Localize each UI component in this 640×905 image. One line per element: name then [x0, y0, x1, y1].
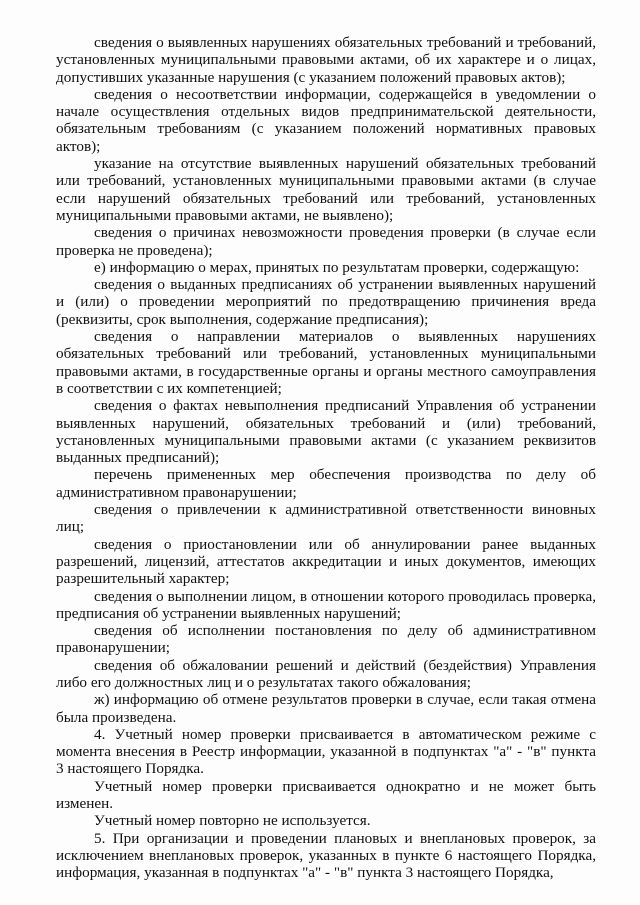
- paragraph-item-e: е) информацию о мерах, принятых по результатам проверки, содержащую:: [94, 258, 580, 276]
- paragraph-appeals: сведения об обжаловании решений и действий (бездействия) Управления либо его должностных лиц и о результатах такого обжалования;: [56, 656, 596, 691]
- paragraph-inspection-impossible: сведения о причинах невозможности проведения проверки (в случае если проверка не проведена);: [56, 224, 596, 259]
- paragraph-item-zh: ж) информацию об отмене результатов проверки в случае, если такая отмена была произведена.: [56, 691, 596, 726]
- paragraph-materials-sent: сведения о направлении материалов о выявленных нарушениях обязательных требований или требований, установленных муниципальными правовыми актами, в государственные органы и органы местного самоуправления в соответствии с их компетенцией;: [56, 328, 596, 397]
- paragraph-administrative-liability: сведения о привлечении к административной ответственности виновных лиц;: [56, 501, 596, 536]
- paragraph-orders-fulfilled: сведения о выполнении лицом, в отношении которого проводилась проверка, предписания об устранении выявленных нарушений;: [56, 587, 596, 622]
- paragraph-issued-orders: сведения о выданных предписаниях об устранении выявленных нарушений и (или) о проведении мероприятий по предотвращению причинения вреда (реквизиты, срок выполнения, содержание предписания);: [56, 276, 596, 328]
- paragraph-permits-suspension: сведения о приостановлении или об аннулировании ранее выданных разрешений, лицензий, аттестатов аккредитации и иных документов, имеющих разрешительный характер;: [56, 535, 596, 588]
- paragraph-number-not-reused: Учетный номер повторно не используется.: [94, 812, 371, 830]
- paragraph-no-violations: указание на отсутствие выявленных нарушений обязательных требований или требований, установленных муниципальными правовыми актами (в случае если нарушений обязательных требований или требований, установленных муниципальными правовыми актами, не выявлено);: [56, 155, 596, 224]
- paragraph-orders-not-fulfilled: сведения о фактах невыполнения предписаний Управления об устранении выявленных нарушений, обязательных требований и (или) требований, установленных муниципальными правовыми актами (с указанием реквизитов выданных предписаний);: [56, 397, 596, 467]
- paragraph-point-5: 5. При организации и проведении плановых и внеплановых проверок, за исключением внеплановых проверок, указанных в пункте 6 настоящего Порядка, информация, указанная в подпунктах "а" - "в" пункта 3 настоящего Порядка,: [56, 829, 596, 882]
- paragraph-ruling-execution: сведения об исполнении постановления по делу об административном правонарушении;: [56, 622, 596, 657]
- paragraph-violations-info: сведения о выявленных нарушениях обязательных требований и требований, установленных муниципальными правовыми актами, об их характере и о лицах, допустивших указанные нарушения (с указанием положений правовых актов);: [56, 34, 596, 86]
- paragraph-enforcement-measures: перечень примененных мер обеспечения производства по делу об административном правонарушении;: [56, 466, 596, 501]
- paragraph-number-once: Учетный номер проверки присваивается однократно и не может быть изменен.: [56, 777, 596, 813]
- paragraph-point-4: 4. Учетный номер проверки присваивается в автоматическом режиме с момента внесения в Реестр информации, указанной в подпунктах "а" - "в" пункта 3 настоящего Порядка.: [56, 725, 596, 778]
- paragraph-notification-mismatch: сведения о несоответствии информации, содержащейся в уведомлении о начале осуществления отдельных видов предпринимательской деятельности, обязательным требованиям (с указанием положений нормативных правовых актов);: [56, 85, 596, 155]
